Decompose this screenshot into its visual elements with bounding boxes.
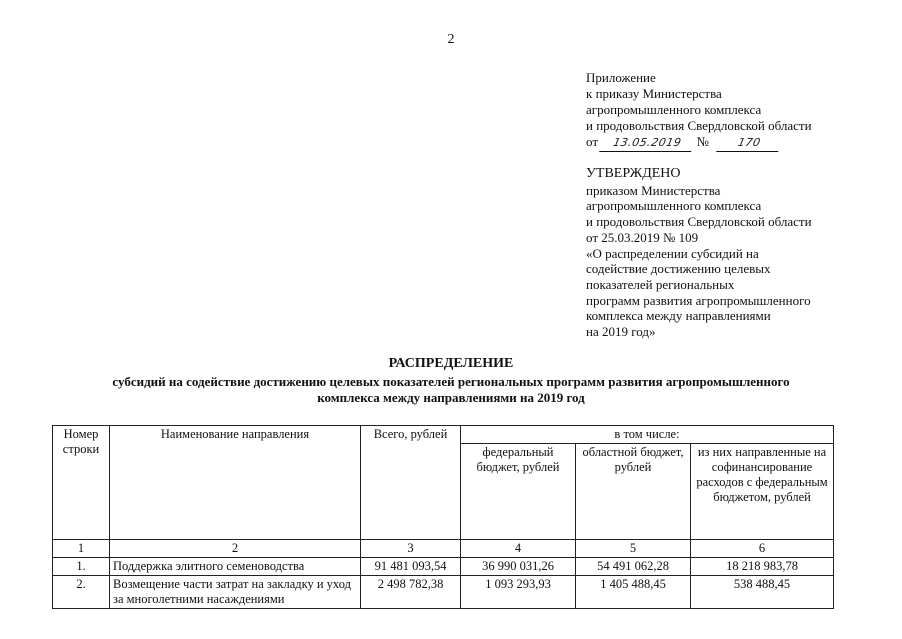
index-cell: 6 [691, 540, 834, 558]
document-title: РАСПРЕДЕЛЕНИЕ [388, 356, 514, 371]
approved-line: показателей региональных [586, 276, 735, 292]
handwritten-order-number: 170 [716, 135, 782, 152]
federal-value: 1 093 293,93 [461, 576, 576, 609]
index-cell: 3 [361, 540, 461, 558]
federal-value: 36 990 031,26 [461, 558, 576, 576]
regional-value: 1 405 488,45 [576, 576, 691, 609]
appendix-line: к приказу Министерства [586, 86, 722, 101]
order-reference [586, 134, 886, 152]
order-prefix: от [586, 134, 599, 149]
index-cell: 4 [461, 540, 576, 558]
approved-line: комплекса между направлениями [586, 308, 771, 324]
index-cell: 5 [576, 540, 691, 558]
table-index-row [53, 540, 834, 558]
approved-line: приказом Министерства [586, 182, 721, 198]
approved-line: на 2019 год» [586, 324, 656, 340]
appendix-block [586, 70, 886, 152]
direction-name: Поддержка элитного семеноводства [110, 558, 361, 576]
handwritten-order-date: 13.05.2019 [599, 135, 695, 152]
header-including: в том числе: [461, 426, 834, 444]
direction-name: Возмещение части затрат на закладку и уход за многолетними насаждениями [110, 576, 361, 609]
header-cofinance: из них направленные на софинансирование расходов с федеральным бюджетом, рублей [691, 444, 834, 540]
total-value: 2 498 782,38 [361, 576, 461, 609]
subtitle-line: комплекса между направлениями на 2019 год [317, 390, 585, 405]
approved-heading: УТВЕРЖДЕНО [586, 166, 681, 181]
total-value: 91 481 093,54 [361, 558, 461, 576]
header-federal: федеральный бюджет, рублей [461, 444, 576, 540]
header-regional: областной бюджет, рублей [576, 444, 691, 540]
approved-line: программ развития агропромышленного [586, 292, 811, 308]
cofinance-value: 538 488,45 [691, 576, 834, 609]
order-number-label: № [696, 134, 709, 149]
approved-line: агропромышленного комплекса [586, 198, 762, 214]
approved-line: и продовольствия Свердловской области [586, 214, 812, 230]
row-number: 2. [53, 576, 110, 609]
header-row-number: Номер строки [53, 426, 110, 540]
appendix-line: Приложение [586, 70, 656, 85]
page-number: 2 [447, 32, 455, 47]
approved-line: «О распределении субсидий на [586, 245, 759, 261]
cofinance-value: 18 218 983,78 [691, 558, 834, 576]
table-row [53, 558, 834, 576]
index-cell: 2 [110, 540, 361, 558]
row-number: 1. [53, 558, 110, 576]
regional-value: 54 491 062,28 [576, 558, 691, 576]
appendix-line: агропромышленного комплекса [586, 102, 762, 117]
subtitle-line: субсидий на содействие достижению целевых показателей региональных программ развития агропромышленного [112, 374, 790, 389]
appendix-line: и продовольствия Свердловской области [586, 118, 812, 133]
index-cell: 1 [53, 540, 110, 558]
table-header-row [53, 426, 834, 444]
header-direction-name: Наименование направления [110, 426, 361, 540]
header-total: Всего, рублей [361, 426, 461, 540]
distribution-table [52, 425, 834, 609]
document-subtitle [40, 374, 862, 406]
table-row [53, 576, 834, 609]
approved-line: содействие достижению целевых [586, 261, 771, 277]
approved-line: от 25.03.2019 № 109 [586, 229, 699, 245]
approved-block [586, 166, 886, 340]
